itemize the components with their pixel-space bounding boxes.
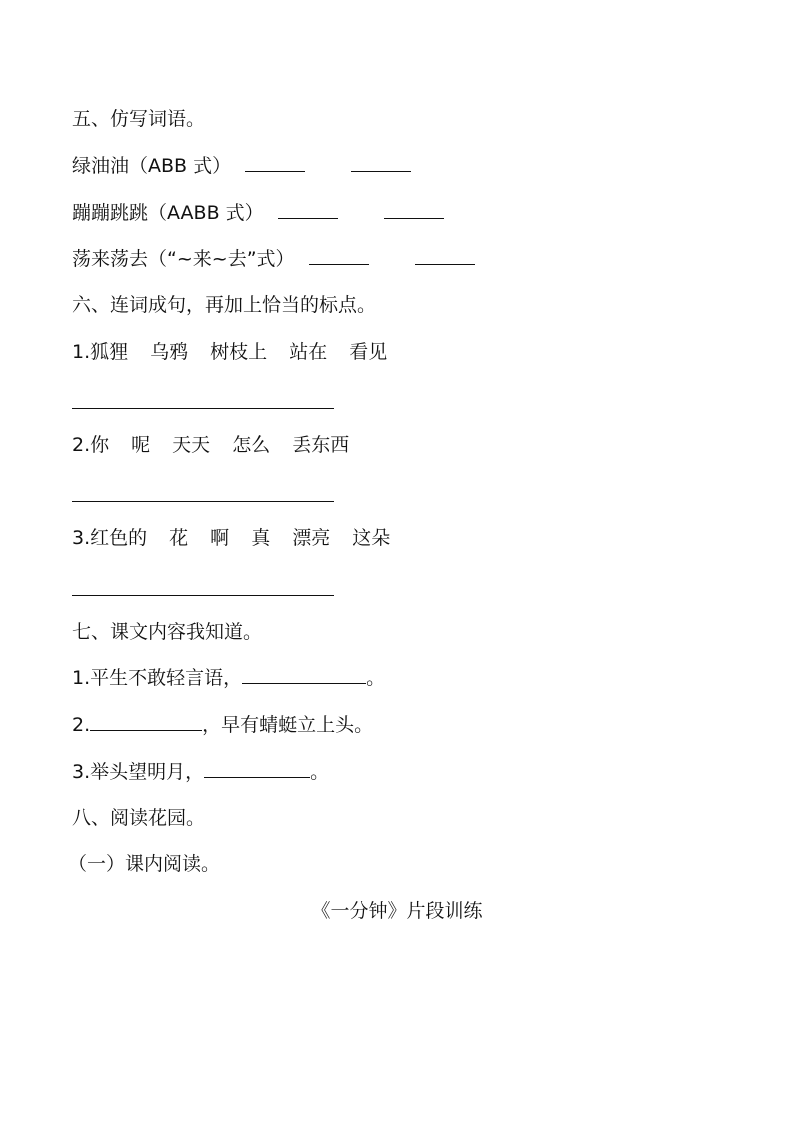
section-6-heading: 六、连词成句，再加上恰当的标点。 (72, 294, 377, 316)
word-card: 真 (251, 527, 271, 549)
poem-fill-row-3 (72, 759, 329, 785)
imitation-word: 荡来荡去 (72, 248, 149, 270)
poem-blank[interactable] (204, 759, 310, 778)
answer-blank[interactable] (415, 246, 475, 265)
sentence-answer-line-2[interactable] (72, 501, 334, 502)
answer-blank[interactable] (309, 246, 369, 265)
imitation-row-1 (72, 153, 411, 179)
answer-blank[interactable] (351, 153, 411, 172)
word-card: 天天 (172, 434, 211, 456)
word-card: 看见 (349, 341, 388, 363)
sentence-answer-line-1[interactable] (72, 408, 334, 409)
section-7-heading: 七、课文内容我知道。 (72, 621, 263, 643)
imitation-word: 绿油油 (72, 155, 130, 177)
poem-text-after: ，早有蜻蜓立上头。 (202, 714, 374, 736)
poem-text-after: 。 (310, 761, 330, 783)
passage-title: 《一分钟》片段训练 (311, 900, 483, 922)
word-card: 漂亮 (292, 527, 331, 549)
word-card: 你 (90, 434, 110, 456)
word-card: 丢东西 (292, 434, 350, 456)
imitation-row-2 (72, 200, 444, 226)
poem-text-before: 2. (72, 714, 91, 736)
word-card: 这朵 (352, 527, 391, 549)
sentence-words-row-3 (72, 525, 390, 551)
word-card: 呢 (131, 434, 151, 456)
poem-fill-row-1 (72, 665, 385, 691)
item-number: 3. (72, 527, 91, 549)
answer-blank[interactable] (278, 200, 338, 219)
word-card: 树枝上 (210, 341, 268, 363)
answer-blank[interactable] (384, 200, 444, 219)
imitation-pattern: （AABB 式） (148, 202, 264, 224)
subsection-heading: （一）课内阅读。 (68, 853, 221, 875)
word-card: 站在 (289, 341, 328, 363)
sentence-words-row-2 (72, 432, 349, 458)
sentence-answer-line-3[interactable] (72, 595, 334, 596)
word-card: 红色的 (90, 527, 148, 549)
word-card: 怎么 (232, 434, 271, 456)
item-number: 1. (72, 341, 91, 363)
poem-blank[interactable] (90, 712, 202, 731)
imitation-word: 蹦蹦跳跳 (72, 202, 149, 224)
word-card: 啊 (210, 527, 230, 549)
poem-text-after: 。 (366, 667, 386, 689)
item-number: 2. (72, 434, 91, 456)
poem-blank[interactable] (242, 665, 366, 684)
poem-text-before: 3.举头望明月， (72, 761, 205, 783)
answer-blank[interactable] (245, 153, 305, 172)
sentence-words-row-1 (72, 339, 387, 365)
imitation-pattern: （ABB 式） (129, 155, 232, 177)
poem-fill-row-2 (72, 712, 373, 738)
section-8-heading: 八、阅读花园。 (72, 807, 206, 829)
imitation-pattern: （“~来~去”式） (148, 248, 295, 270)
poem-text-before: 1.平生不敢轻言语， (72, 667, 243, 689)
word-card: 花 (169, 527, 189, 549)
word-card: 狐狸 (90, 341, 129, 363)
word-card: 乌鸦 (150, 341, 189, 363)
section-5-heading: 五、仿写词语。 (72, 108, 206, 130)
imitation-row-3 (72, 246, 475, 272)
